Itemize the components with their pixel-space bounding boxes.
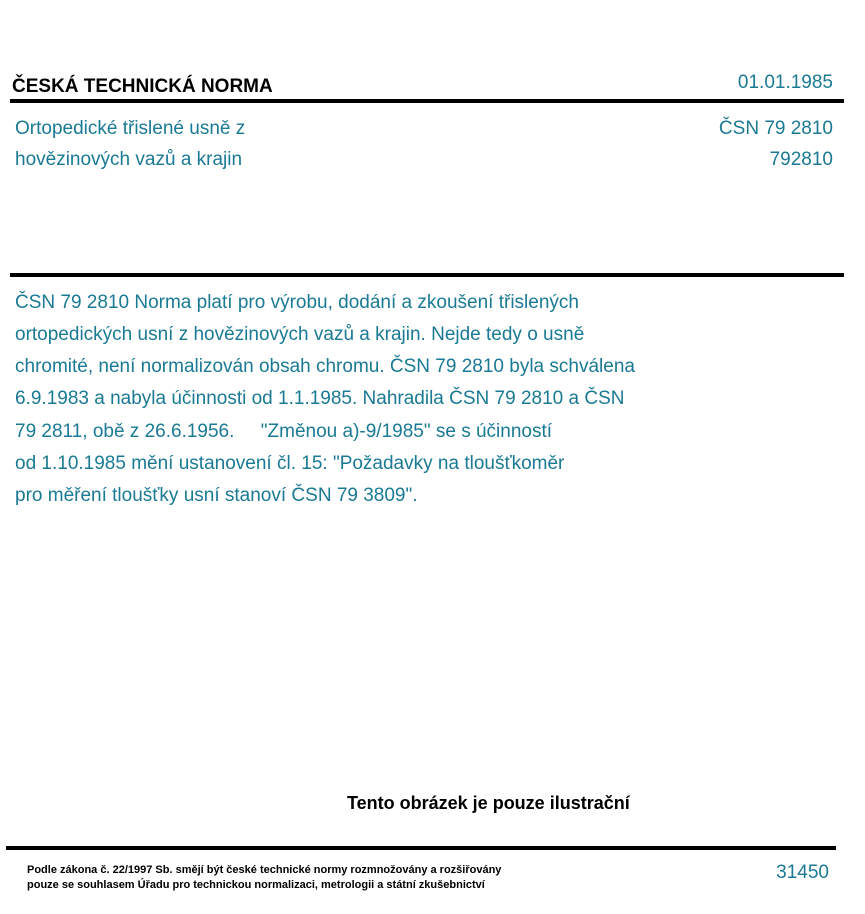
standard-classification: 792810: [769, 149, 833, 170]
standard-title-line-1: Ortopedické třislené usně z: [15, 118, 246, 139]
standard-title-line-2: hovězinových vazů a krajin: [15, 149, 243, 170]
body-line: ortopedických usní z hovězinových vazů a krajin. Nejde tedy o usně: [15, 324, 585, 345]
body-line: pro měření tloušťky usní stanoví ČSN 79 3809".: [15, 485, 418, 506]
body-line: ČSN 79 2810 Norma platí pro výrobu, dodání a zkoušení třislených: [15, 292, 579, 313]
header-divider: [10, 99, 844, 103]
document-date: 01.01.1985: [737, 72, 833, 93]
section-divider: [10, 273, 844, 277]
illustration-note: Tento obrázek je pouze ilustrační: [347, 793, 630, 813]
footer-number: 31450: [776, 862, 829, 883]
footer-divider: [6, 846, 836, 850]
footer-legal-line-2: pouze se souhlasem Úřadu pro technickou normalizaci, metrologii a státní zkušebnictví: [27, 879, 485, 891]
body-line: 79 2811, obě z 26.6.1956. "Změnou a)-9/1985" se s účinností: [15, 421, 553, 442]
body-line: chromité, není normalizován obsah chromu. ČSN 79 2810 byla schválena: [15, 356, 635, 377]
footer-legal-line-1: Podle zákona č. 22/1997 Sb. smějí být české technické normy rozmnožovány a rozšiřovány: [27, 864, 502, 876]
standard-code: ČSN 79 2810: [718, 118, 833, 139]
body-line: od 1.10.1985 mění ustanovení čl. 15: "Požadavky na tloušťkoměr: [15, 453, 565, 474]
document-header-title: ČESKÁ TECHNICKÁ NORMA: [12, 76, 273, 97]
body-line: 6.9.1983 a nabyla účinnosti od 1.1.1985. Nahradila ČSN 79 2810 a ČSN: [15, 388, 625, 409]
